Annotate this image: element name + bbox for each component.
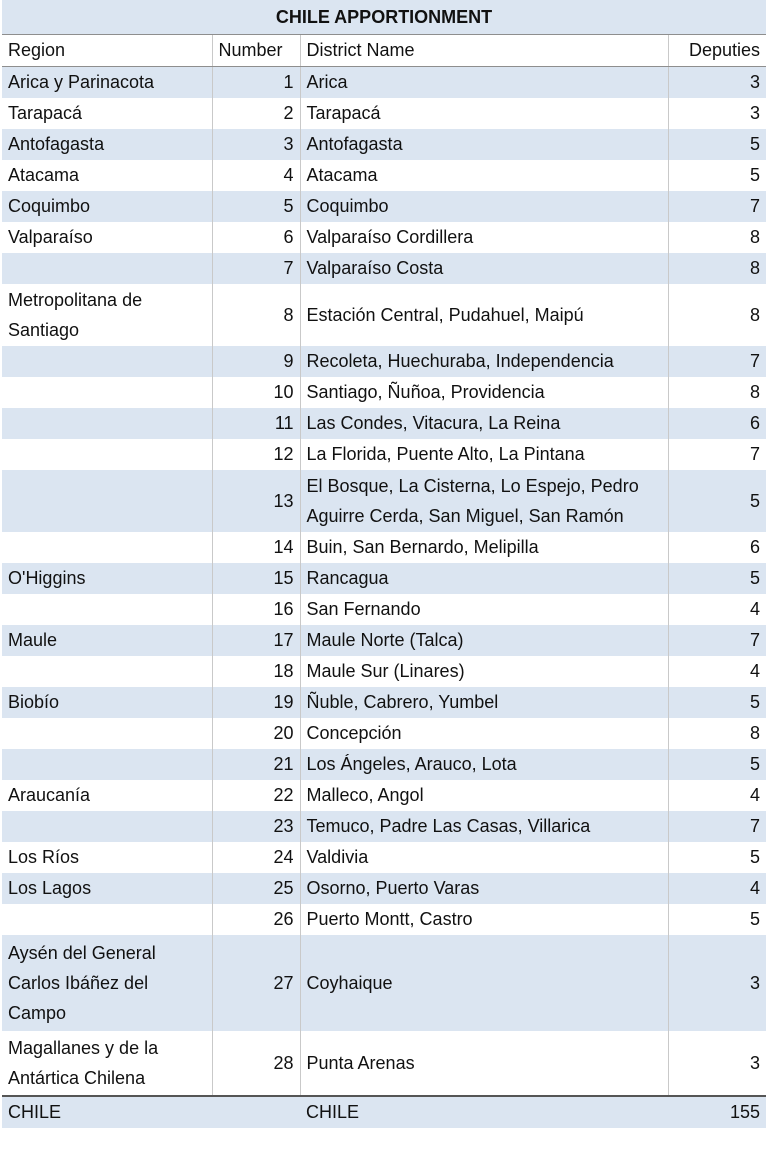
district-cell: Recoleta, Huechuraba, Independencia	[300, 346, 668, 377]
table-title-row	[2, 0, 766, 35]
number-cell: 2	[212, 98, 300, 129]
header-deputies: Deputies	[668, 35, 766, 67]
region-cell	[2, 532, 212, 563]
number-cell: 16	[212, 594, 300, 625]
district-cell: Los Ángeles, Arauco, Lota	[300, 749, 668, 780]
header-district: District Name	[300, 35, 668, 67]
region-cell	[2, 811, 212, 842]
district-cell: Coquimbo	[300, 191, 668, 222]
district-cell: Tarapacá	[300, 98, 668, 129]
district-cell: El Bosque, La Cisterna, Lo Espejo, Pedro Aguirre Cerda, San Miguel, San Ramón	[300, 470, 668, 532]
table-row	[2, 98, 766, 129]
region-cell	[2, 408, 212, 439]
region-cell	[2, 253, 212, 284]
table-row	[2, 687, 766, 718]
number-cell: 22	[212, 780, 300, 811]
deputies-cell: 4	[668, 780, 766, 811]
deputies-cell: 8	[668, 377, 766, 408]
number-cell: 27	[212, 935, 300, 1031]
number-cell: 6	[212, 222, 300, 253]
region-cell	[2, 470, 212, 532]
district-cell: Antofagasta	[300, 129, 668, 160]
region-cell: Coquimbo	[2, 191, 212, 222]
table-row	[2, 470, 766, 532]
number-cell: 24	[212, 842, 300, 873]
number-cell: 15	[212, 563, 300, 594]
table-row	[2, 160, 766, 191]
district-cell: La Florida, Puente Alto, La Pintana	[300, 439, 668, 470]
region-cell: Biobío	[2, 687, 212, 718]
apportionment-table	[2, 0, 766, 1128]
district-cell: Ñuble, Cabrero, Yumbel	[300, 687, 668, 718]
number-cell: 14	[212, 532, 300, 563]
region-cell	[2, 749, 212, 780]
number-cell: 25	[212, 873, 300, 904]
deputies-cell: 7	[668, 625, 766, 656]
deputies-cell: 8	[668, 222, 766, 253]
district-cell: Maule Norte (Talca)	[300, 625, 668, 656]
table-row	[2, 935, 766, 1031]
header-region: Region	[2, 35, 212, 67]
district-cell: Concepción	[300, 718, 668, 749]
table-row	[2, 222, 766, 253]
district-cell: Temuco, Padre Las Casas, Villarica	[300, 811, 668, 842]
table-row	[2, 718, 766, 749]
deputies-cell: 5	[668, 842, 766, 873]
deputies-cell: 5	[668, 904, 766, 935]
region-cell: Atacama	[2, 160, 212, 191]
table-row	[2, 780, 766, 811]
deputies-cell: 5	[668, 470, 766, 532]
region-cell	[2, 594, 212, 625]
number-cell: 1	[212, 67, 300, 99]
region-cell: Los Ríos	[2, 842, 212, 873]
number-cell: 4	[212, 160, 300, 191]
deputies-cell: 5	[668, 749, 766, 780]
deputies-cell: 7	[668, 811, 766, 842]
number-cell: 21	[212, 749, 300, 780]
region-cell	[2, 656, 212, 687]
total-deputies-cell: 155	[668, 1096, 766, 1128]
district-cell: Santiago, Ñuñoa, Providencia	[300, 377, 668, 408]
table-row	[2, 377, 766, 408]
header-number: Number	[212, 35, 300, 67]
total-row	[2, 1096, 766, 1128]
district-cell: Puerto Montt, Castro	[300, 904, 668, 935]
number-cell: 23	[212, 811, 300, 842]
table-row	[2, 439, 766, 470]
deputies-cell: 6	[668, 408, 766, 439]
number-cell: 17	[212, 625, 300, 656]
table-row	[2, 191, 766, 222]
region-cell	[2, 377, 212, 408]
district-cell: Maule Sur (Linares)	[300, 656, 668, 687]
table-title: CHILE APPORTIONMENT	[2, 0, 766, 35]
region-cell	[2, 904, 212, 935]
number-cell: 18	[212, 656, 300, 687]
table-row	[2, 532, 766, 563]
district-cell: Atacama	[300, 160, 668, 191]
table-row	[2, 346, 766, 377]
deputies-cell: 3	[668, 1031, 766, 1096]
district-cell: Arica	[300, 67, 668, 99]
deputies-cell: 3	[668, 98, 766, 129]
region-cell: O'Higgins	[2, 563, 212, 594]
number-cell: 12	[212, 439, 300, 470]
number-cell: 11	[212, 408, 300, 439]
deputies-cell: 3	[668, 67, 766, 99]
district-cell: Osorno, Puerto Varas	[300, 873, 668, 904]
district-cell: Valdivia	[300, 842, 668, 873]
deputies-cell: 8	[668, 718, 766, 749]
number-cell: 28	[212, 1031, 300, 1096]
region-cell: Metropolitana de Santiago	[2, 284, 212, 346]
table-row	[2, 408, 766, 439]
region-cell: Aysén del General Carlos Ibáñez del Campo	[2, 935, 212, 1031]
table-row	[2, 284, 766, 346]
header-row	[2, 35, 766, 67]
region-cell: Maule	[2, 625, 212, 656]
total-district-cell: CHILE	[300, 1096, 668, 1128]
deputies-cell: 3	[668, 935, 766, 1031]
deputies-cell: 6	[668, 532, 766, 563]
region-cell: Arica y Parinacota	[2, 67, 212, 99]
region-cell: Araucanía	[2, 780, 212, 811]
district-cell: Malleco, Angol	[300, 780, 668, 811]
district-cell: Valparaíso Costa	[300, 253, 668, 284]
region-cell: Magallanes y de la Antártica Chilena	[2, 1031, 212, 1096]
total-number-cell	[212, 1096, 300, 1128]
table-row	[2, 253, 766, 284]
table-row	[2, 749, 766, 780]
region-cell	[2, 718, 212, 749]
total-region-cell: CHILE	[2, 1096, 212, 1128]
number-cell: 3	[212, 129, 300, 160]
district-cell: Punta Arenas	[300, 1031, 668, 1096]
table-row	[2, 594, 766, 625]
deputies-cell: 5	[668, 563, 766, 594]
district-cell: Rancagua	[300, 563, 668, 594]
table-row	[2, 625, 766, 656]
table-row	[2, 656, 766, 687]
table-row	[2, 842, 766, 873]
deputies-cell: 8	[668, 253, 766, 284]
table-row	[2, 563, 766, 594]
number-cell: 20	[212, 718, 300, 749]
deputies-cell: 5	[668, 160, 766, 191]
number-cell: 7	[212, 253, 300, 284]
table-row	[2, 811, 766, 842]
deputies-cell: 4	[668, 594, 766, 625]
district-cell: Las Condes, Vitacura, La Reina	[300, 408, 668, 439]
deputies-cell: 7	[668, 346, 766, 377]
deputies-cell: 7	[668, 191, 766, 222]
deputies-cell: 4	[668, 656, 766, 687]
number-cell: 10	[212, 377, 300, 408]
deputies-cell: 5	[668, 687, 766, 718]
district-cell: Valparaíso Cordillera	[300, 222, 668, 253]
deputies-cell: 4	[668, 873, 766, 904]
deputies-cell: 8	[668, 284, 766, 346]
number-cell: 26	[212, 904, 300, 935]
table-row	[2, 904, 766, 935]
number-cell: 19	[212, 687, 300, 718]
region-cell: Antofagasta	[2, 129, 212, 160]
region-cell: Los Lagos	[2, 873, 212, 904]
table-row	[2, 1031, 766, 1096]
number-cell: 13	[212, 470, 300, 532]
region-cell: Tarapacá	[2, 98, 212, 129]
table-row	[2, 129, 766, 160]
district-cell: Coyhaique	[300, 935, 668, 1031]
region-cell: Valparaíso	[2, 222, 212, 253]
district-cell: Buin, San Bernardo, Melipilla	[300, 532, 668, 563]
region-cell	[2, 439, 212, 470]
district-cell: Estación Central, Pudahuel, Maipú	[300, 284, 668, 346]
deputies-cell: 5	[668, 129, 766, 160]
table-row	[2, 67, 766, 99]
number-cell: 9	[212, 346, 300, 377]
deputies-cell: 7	[668, 439, 766, 470]
district-cell: San Fernando	[300, 594, 668, 625]
number-cell: 5	[212, 191, 300, 222]
number-cell: 8	[212, 284, 300, 346]
region-cell	[2, 346, 212, 377]
table-row	[2, 873, 766, 904]
